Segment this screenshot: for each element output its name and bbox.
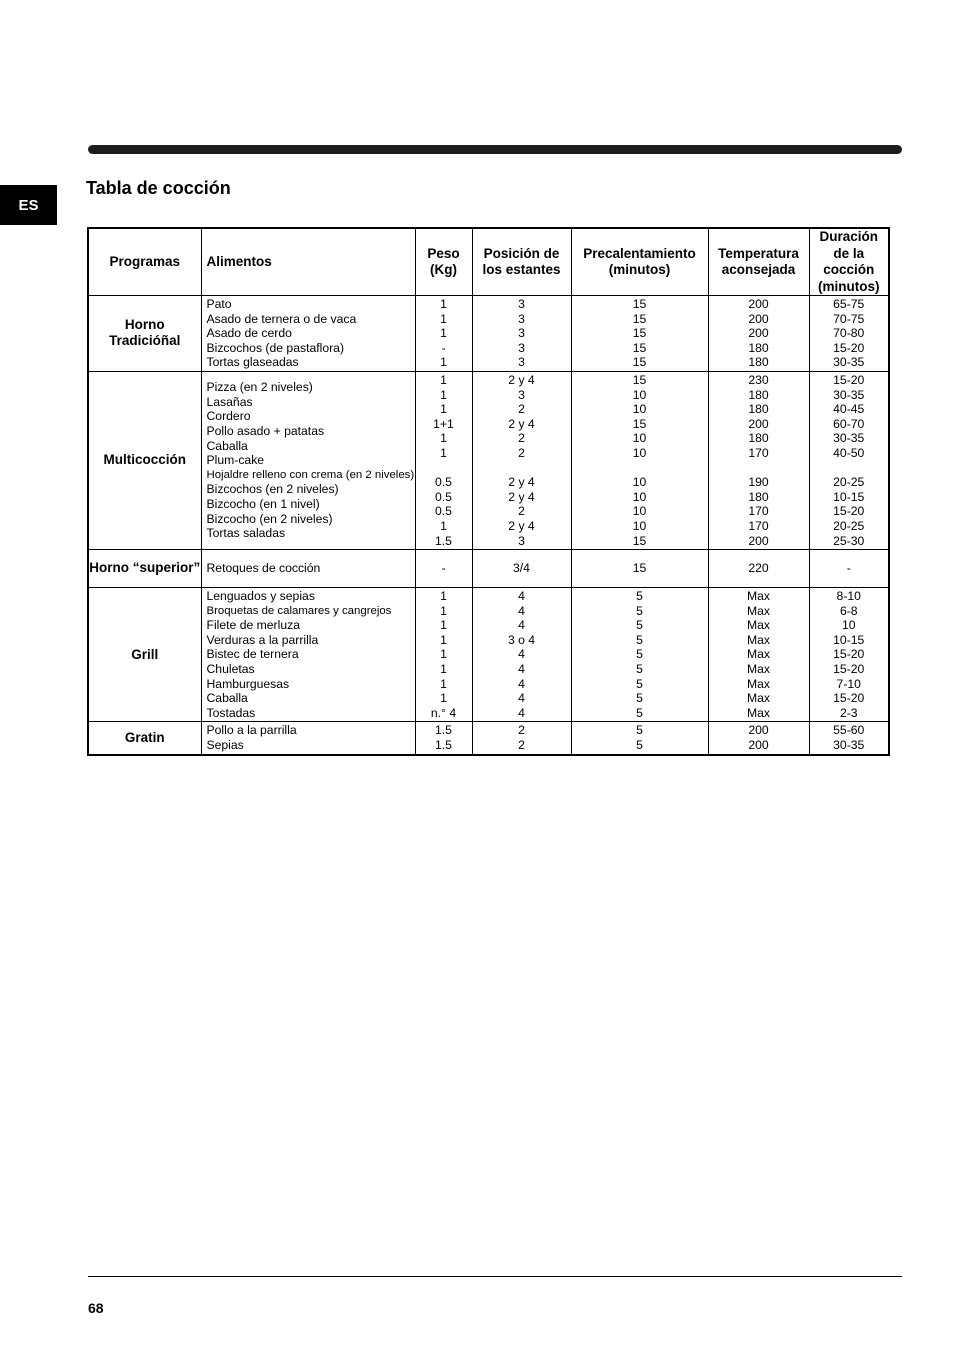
shelf-value: 2: [518, 402, 525, 417]
weight-value: 1: [440, 402, 447, 417]
preheat-value: 15: [632, 311, 647, 326]
preheat-value: 15: [632, 326, 647, 341]
preheat-value: 5: [636, 676, 643, 691]
preheat-value: 5: [636, 618, 643, 633]
weight-cell: [415, 371, 472, 549]
weight-value: 1: [440, 518, 447, 533]
duration-value: 20-25: [833, 475, 865, 490]
weight-value: 1: [440, 662, 447, 677]
foods-cell: [201, 550, 415, 588]
duration-value: 15-20: [833, 372, 865, 387]
duration-cell: [809, 588, 889, 722]
food-item: Bizcochos (de pastaflora): [206, 340, 345, 355]
foods-cell: [201, 371, 415, 549]
weight-value: 1: [440, 589, 447, 604]
page-number: 68: [88, 1300, 104, 1316]
shelf-value: 2: [518, 723, 525, 738]
preheat-value: 5: [636, 647, 643, 662]
header-temperature: Temperatura aconsejada: [708, 228, 809, 296]
top-rule: [88, 145, 902, 154]
preheat-cell: [571, 550, 708, 588]
cooking-table: [87, 227, 890, 756]
weight-value: 1.5: [435, 738, 452, 753]
temperature-value: 200: [748, 311, 769, 326]
duration-value: 30-35: [833, 387, 865, 402]
preheat-value: 10: [632, 431, 647, 446]
program-name: Multicocción: [88, 371, 201, 549]
temperature-value: 200: [748, 533, 769, 548]
temperature-cell: [708, 722, 809, 755]
preheat-cell: [571, 722, 708, 755]
duration-value: 25-30: [833, 533, 865, 548]
duration-value: 20-25: [833, 518, 865, 533]
weight-value: 1+1: [433, 416, 454, 431]
temperature-value: 200: [748, 738, 769, 753]
food-item: Lenguados y sepias: [206, 589, 315, 604]
duration-value: 30-35: [833, 431, 865, 446]
shelf-value: 4: [518, 705, 525, 720]
duration-value: 6-8: [839, 603, 858, 618]
temperature-value: 180: [748, 431, 769, 446]
shelf-value: 2 y 4: [508, 518, 535, 533]
weight-value: 0.5: [435, 504, 452, 519]
temperature-value: Max: [746, 589, 771, 604]
weight-value: [416, 461, 472, 476]
header-weight: Peso (Kg): [415, 228, 472, 296]
food-item: Pollo asado + patatas: [206, 424, 325, 439]
preheat-value: 15: [632, 297, 647, 311]
shelf-value: 3: [518, 355, 525, 370]
food-item: Bizcocho (en 2 niveles): [206, 511, 333, 526]
preheat-value: 15: [632, 561, 647, 576]
temperature-value: [709, 461, 809, 476]
duration-value: 60-70: [833, 416, 865, 431]
temperature-value: 180: [748, 387, 769, 402]
food-item: Pizza (en 2 niveles): [206, 380, 313, 395]
shelf-value: 3: [518, 311, 525, 326]
food-item: Retoques de cocción: [206, 561, 321, 576]
preheat-value: 10: [632, 475, 647, 490]
duration-cell: [809, 296, 889, 372]
temperature-cell: [708, 550, 809, 588]
shelf-value: 4: [518, 676, 525, 691]
duration-value: 30-35: [833, 738, 865, 753]
temperature-value: Max: [746, 632, 771, 647]
preheat-value: 10: [632, 489, 647, 504]
weight-value: -: [441, 561, 446, 576]
header-programs: Programas: [88, 228, 201, 296]
weight-value: 1: [440, 647, 447, 662]
temperature-value: 180: [748, 489, 769, 504]
food-item: Pollo a la parrilla: [206, 723, 297, 738]
temperature-value: 230: [748, 372, 769, 387]
food-item: Tortas glaseadas: [206, 355, 299, 370]
shelf-cell: [472, 588, 571, 722]
weight-value: 1: [440, 603, 447, 618]
program-name: Grill: [88, 588, 201, 722]
shelf-value: 4: [518, 662, 525, 677]
duration-value: 15-20: [833, 647, 865, 662]
shelf-value: 4: [518, 603, 525, 618]
duration-value: 10-15: [833, 632, 865, 647]
temperature-value: Max: [746, 705, 771, 720]
shelf-value: 3 o 4: [507, 632, 536, 647]
shelf-value: 3: [518, 297, 525, 311]
weight-value: n.° 4: [430, 705, 457, 720]
temperature-value: 180: [748, 355, 769, 370]
temperature-value: 180: [748, 340, 769, 355]
table-body: [88, 296, 889, 755]
shelf-value: 4: [518, 691, 525, 706]
temperature-value: Max: [746, 691, 771, 706]
table-row: [88, 296, 889, 372]
duration-cell: [809, 371, 889, 549]
header-duration: Duración de la cocción (minutos): [809, 228, 889, 296]
temperature-value: 170: [748, 504, 769, 519]
duration-value: 15-20: [833, 691, 865, 706]
duration-value: 55-60: [833, 723, 865, 738]
temperature-value: 200: [748, 723, 769, 738]
weight-value: 0.5: [435, 475, 452, 490]
program-name: Horno “superior”: [88, 550, 201, 588]
weight-cell: [415, 722, 472, 755]
preheat-value: 10: [632, 518, 647, 533]
duration-value: 65-75: [833, 297, 865, 311]
preheat-value: 5: [636, 589, 643, 604]
weight-value: 1: [440, 431, 447, 446]
temperature-value: Max: [746, 603, 771, 618]
temperature-value: 170: [748, 445, 769, 460]
temperature-cell: [708, 296, 809, 372]
food-item: Asado de cerdo: [206, 326, 292, 341]
duration-value: 30-35: [833, 355, 865, 370]
food-item: Caballa: [206, 438, 248, 453]
shelf-value: 4: [518, 589, 525, 604]
weight-value: -: [441, 340, 446, 355]
duration-value: 40-45: [833, 402, 865, 417]
weight-cell: [415, 550, 472, 588]
food-item: Pato: [206, 297, 232, 311]
shelf-cell: [472, 550, 571, 588]
preheat-value: 5: [636, 632, 643, 647]
food-item: Broquetas de calamares y cangrejos: [206, 604, 392, 617]
duration-value: -: [846, 561, 851, 576]
weight-cell: [415, 296, 472, 372]
temperature-value: 170: [748, 518, 769, 533]
duration-value: 15-20: [833, 662, 865, 677]
weight-value: 1: [440, 676, 447, 691]
header-preheat: Precalentamiento (minutos): [571, 228, 708, 296]
preheat-value: 5: [636, 662, 643, 677]
table-row: [88, 588, 889, 722]
preheat-cell: [571, 296, 708, 372]
food-item: Hojaldre relleno con crema (en 2 niveles): [206, 468, 415, 481]
weight-value: 1: [440, 326, 447, 341]
shelf-value: 2: [518, 738, 525, 753]
preheat-cell: [571, 588, 708, 722]
food-item: Asado de ternera o de vaca: [206, 311, 357, 326]
duration-value: 10: [841, 618, 856, 633]
food-item: Cordero: [206, 409, 251, 424]
bottom-rule: [88, 1276, 902, 1277]
shelf-value: 2 y 4: [508, 372, 535, 387]
weight-value: 1.5: [435, 533, 452, 548]
foods-cell: [201, 722, 415, 755]
weight-value: 1: [440, 632, 447, 647]
temperature-value: Max: [746, 662, 771, 677]
page-title: Tabla de cocción: [86, 178, 231, 198]
program-name: Horno Tradicióñal: [88, 296, 201, 372]
duration-cell: [809, 550, 889, 588]
food-item: Verduras a la parrilla: [206, 632, 319, 647]
shelf-cell: [472, 296, 571, 372]
preheat-value: 5: [636, 738, 643, 753]
food-item: Plum-cake: [206, 453, 265, 468]
temperature-value: 200: [748, 297, 769, 311]
preheat-value: 15: [632, 355, 647, 370]
weight-value: 0.5: [435, 489, 452, 504]
language-tab: ES: [0, 185, 57, 225]
preheat-value: 15: [632, 533, 647, 548]
duration-value: [810, 461, 889, 476]
table-row: [88, 371, 889, 549]
food-item: Hamburguesas: [206, 676, 290, 691]
header-shelf-position: Posición de los estantes: [472, 228, 571, 296]
weight-value: 1: [440, 618, 447, 633]
preheat-value: 10: [632, 387, 647, 402]
preheat-cell: [571, 371, 708, 549]
temperature-value: 200: [748, 326, 769, 341]
temperature-value: 200: [748, 416, 769, 431]
preheat-value: [572, 461, 708, 476]
shelf-value: 3: [518, 326, 525, 341]
preheat-value: 5: [636, 691, 643, 706]
duration-value: 7-10: [836, 676, 861, 691]
food-item: Filete de merluza: [206, 618, 300, 633]
shelf-value: 3: [518, 340, 525, 355]
preheat-value: 15: [632, 416, 647, 431]
duration-value: 2-3: [839, 705, 858, 720]
duration-value: 10-15: [833, 489, 865, 504]
weight-value: 1: [440, 445, 447, 460]
temperature-value: Max: [746, 676, 771, 691]
shelf-value: 2: [518, 431, 525, 446]
shelf-cell: [472, 371, 571, 549]
shelf-value: 2: [518, 504, 525, 519]
shelf-cell: [472, 722, 571, 755]
duration-value: 8-10: [836, 589, 861, 604]
temperature-value: Max: [746, 618, 771, 633]
shelf-value: 2 y 4: [508, 416, 535, 431]
weight-value: 1: [440, 387, 447, 402]
weight-value: 1: [440, 355, 447, 370]
duration-value: 15-20: [833, 340, 865, 355]
preheat-value: 5: [636, 603, 643, 618]
preheat-value: 10: [632, 504, 647, 519]
shelf-value: 3: [518, 387, 525, 402]
shelf-value: 2 y 4: [508, 475, 535, 490]
weight-value: 1: [440, 297, 447, 311]
shelf-value: 2: [518, 445, 525, 460]
shelf-value: 3/4: [513, 561, 530, 576]
duration-value: 40-50: [833, 445, 865, 460]
temperature-value: 180: [748, 402, 769, 417]
food-item: Chuletas: [206, 662, 255, 677]
preheat-value: 5: [636, 723, 643, 738]
weight-value: 1: [440, 691, 447, 706]
temperature-value: Max: [746, 647, 771, 662]
weight-value: 1.5: [435, 723, 452, 738]
temperature-value: 190: [748, 475, 769, 490]
header-foods: Alimentos: [201, 228, 415, 296]
food-item: Tortas saladas: [206, 526, 286, 541]
table-row: [88, 722, 889, 755]
shelf-value: 2 y 4: [508, 489, 535, 504]
food-item: Tostadas: [206, 705, 256, 720]
table-row: [88, 550, 889, 588]
preheat-value: 10: [632, 402, 647, 417]
duration-cell: [809, 722, 889, 755]
food-item: Lasañas: [206, 394, 253, 409]
foods-cell: [201, 296, 415, 372]
duration-value: 15-20: [833, 504, 865, 519]
shelf-value: 3: [518, 533, 525, 548]
preheat-value: 10: [632, 445, 647, 460]
duration-value: 70-75: [833, 311, 865, 326]
temperature-value: 220: [748, 561, 769, 576]
food-item: Sepias: [206, 738, 244, 753]
food-item: Caballa: [206, 691, 248, 706]
program-name: Gratin: [88, 722, 201, 755]
shelf-value: 4: [518, 647, 525, 662]
preheat-value: 15: [632, 340, 647, 355]
food-item: Bizcochos (en 2 niveles): [206, 482, 339, 497]
weight-cell: [415, 588, 472, 722]
food-item: Bizcocho (en 1 nivel): [206, 497, 320, 512]
preheat-value: 15: [632, 372, 647, 387]
preheat-value: 5: [636, 705, 643, 720]
shelf-value: [473, 461, 571, 476]
weight-value: 1: [440, 311, 447, 326]
duration-value: 70-80: [833, 326, 865, 341]
foods-cell: [201, 588, 415, 722]
temperature-cell: [708, 371, 809, 549]
temperature-cell: [708, 588, 809, 722]
food-item: Bistec de ternera: [206, 647, 299, 662]
shelf-value: 4: [518, 618, 525, 633]
weight-value: 1: [440, 372, 447, 387]
table-header-row: [88, 228, 889, 296]
